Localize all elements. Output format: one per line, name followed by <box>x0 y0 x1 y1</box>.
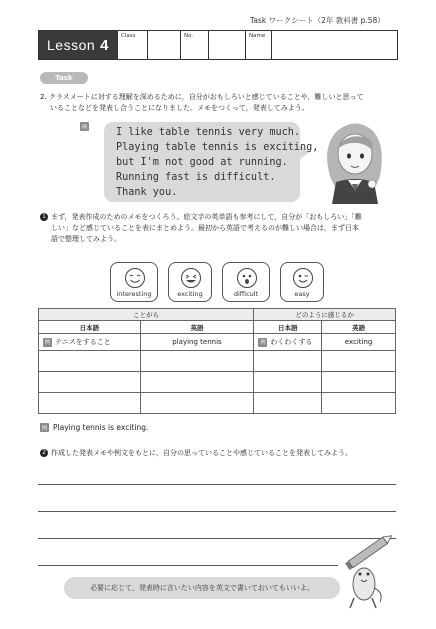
emoji-card-exciting <box>168 262 212 302</box>
table-cell[interactable] <box>322 351 396 372</box>
col-header: 日本語 <box>39 321 141 334</box>
task-instruction <box>40 92 400 114</box>
table-cell[interactable] <box>322 393 396 414</box>
no-label: No. <box>180 31 208 59</box>
example-icon: 例 <box>258 338 267 347</box>
name-field[interactable] <box>271 31 397 59</box>
memo-line: Thank you. <box>116 187 178 198</box>
table-cell[interactable] <box>39 393 141 414</box>
step1-line2: しい」など感じていることを表にまとめよう。最初から英語で考えるのが難しい場合は，まず日本 <box>51 224 359 232</box>
table-cell[interactable] <box>140 372 254 393</box>
example-icon: 例 <box>43 338 52 347</box>
table-cell[interactable] <box>39 351 141 372</box>
group-header-topic: ことがら <box>39 309 254 321</box>
example-sentence-text: Playing tennis is exciting. <box>53 423 149 432</box>
table-cell[interactable] <box>254 351 322 372</box>
col-header: 英語 <box>140 321 254 334</box>
col-header: 英語 <box>322 321 396 334</box>
lesson-badge <box>39 31 117 59</box>
name-label: Name <box>245 31 271 59</box>
student-girl-illustration <box>316 118 394 204</box>
example-icon: 例 <box>80 122 89 131</box>
worksheet-title: Task ワークシート（2年 教科書 p.58） <box>250 16 385 25</box>
memo-line: I like table tennis very much. <box>116 127 301 138</box>
memo-table <box>38 308 396 414</box>
table-cell: playing tennis <box>140 334 254 351</box>
emoji-card-easy <box>280 262 324 302</box>
emoji-card-interesting <box>110 262 158 302</box>
footer-note: 必要に応じて，発表時に言いたい内容を英文で書いておいてもいいよ。 <box>64 577 340 599</box>
memo-line: Running fast is difficult. <box>116 172 276 183</box>
memo-line: Playing table tennis is exciting, <box>116 142 319 153</box>
table-row <box>39 372 396 393</box>
table-cell: exciting <box>322 334 396 351</box>
table-cell[interactable] <box>140 351 254 372</box>
step1-number: 1 <box>40 213 48 221</box>
task-badge: Task <box>40 72 88 84</box>
table-cell: 例 わくわくする <box>254 334 322 351</box>
no-field[interactable] <box>208 31 245 59</box>
emoji-label: exciting <box>177 290 203 298</box>
task-instruction-line2: いることなどを発表し合うことになりました。メモをつくって，発表してみよう。 <box>50 104 309 112</box>
emoji-label: interesting <box>116 290 152 298</box>
task-instruction-line1: 2. クラスメートに対する理解を深めるために，自分がおもしろいと感じていることや，難しいと思って <box>40 93 364 101</box>
emoji-label: difficult <box>233 290 259 298</box>
winking-face-icon <box>292 267 314 289</box>
step1-line3: 語で整理してみよう。 <box>51 235 121 243</box>
memo-line: but I'm not good at running. <box>116 157 288 168</box>
table-cell: 例 テニスをすること <box>39 334 141 351</box>
lesson-label: Lesson <box>47 37 96 53</box>
example-icon: 例 <box>40 423 49 432</box>
grinning-face-icon <box>180 267 202 289</box>
step2-text: 作成した発表メモや例文をもとに，自分の思っていることや感じていることを発表してみよう。 <box>51 449 352 457</box>
writing-line[interactable] <box>38 511 396 512</box>
table-row <box>39 393 396 414</box>
surprised-face-icon <box>236 267 258 289</box>
table-row-example <box>39 334 396 351</box>
table-cell[interactable] <box>254 372 322 393</box>
lesson-header-row <box>38 30 398 60</box>
class-field[interactable] <box>147 31 180 59</box>
group-header-feeling: どのように感じるか <box>254 309 396 321</box>
step1-instruction <box>40 212 402 245</box>
table-row <box>39 351 396 372</box>
example-sentence <box>40 423 148 432</box>
writing-line[interactable] <box>38 484 396 485</box>
emoji-card-difficult <box>222 262 270 302</box>
class-label: Class <box>117 31 147 59</box>
step2-instruction <box>40 448 402 459</box>
table-cell[interactable] <box>254 393 322 414</box>
table-cell[interactable] <box>322 372 396 393</box>
lesson-number: 4 <box>100 36 109 54</box>
step1-line1: まず，発表作成のためのメモをつくろう。絵文字の英単語も参考にして，自分が「おもしろい」「難 <box>51 213 362 221</box>
col-header: 日本語 <box>254 321 322 334</box>
writing-line[interactable] <box>38 565 338 566</box>
step2-number: 2 <box>40 449 48 457</box>
table-cell[interactable] <box>39 372 141 393</box>
table-cell[interactable] <box>140 393 254 414</box>
emoji-label: easy <box>294 290 310 298</box>
mascot-pencil-illustration <box>340 534 398 614</box>
smiling-face-icon <box>124 267 146 289</box>
